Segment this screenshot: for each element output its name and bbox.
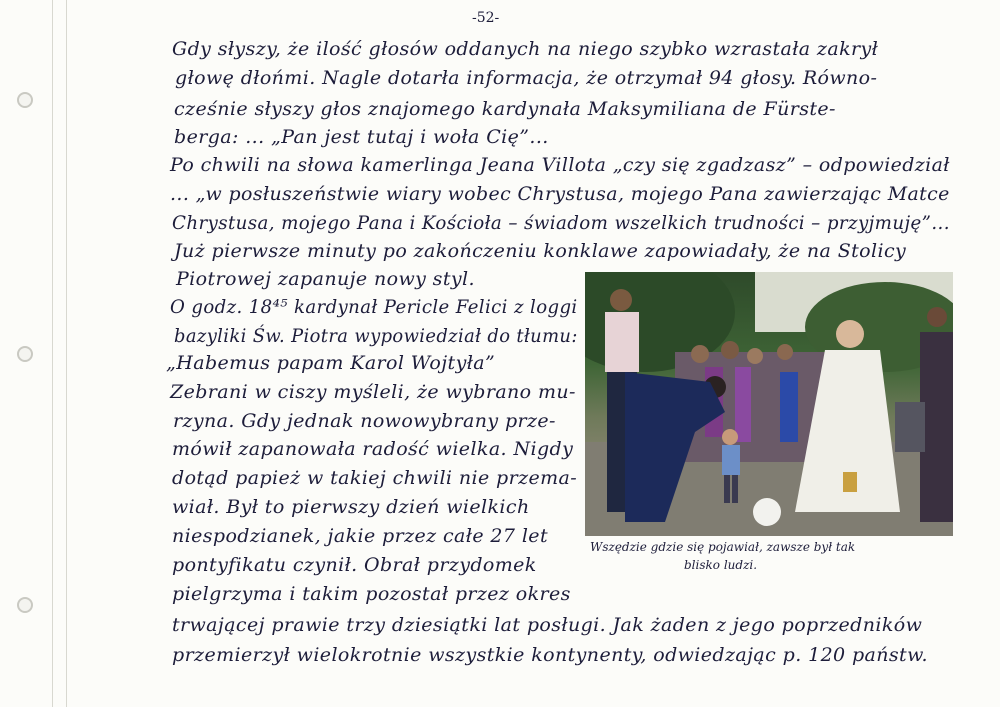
text-line: Zebrani w ciszy myśleli, że wybrano mu- <box>170 381 576 403</box>
page-number: -52- <box>472 10 500 26</box>
binding-margin-line <box>52 0 53 707</box>
pope-with-children-photo <box>585 272 953 536</box>
text-line: wiał. Był to pierwszy dzień wielkich <box>172 496 530 518</box>
text-line: rzyna. Gdy jednak nowowybrany prze- <box>173 410 556 432</box>
text-line: O godz. 18⁴⁵ kardynał Pericle Felici z loggi <box>170 296 578 318</box>
text-line: mówił zapanowała radość wielka. Nigdy <box>172 438 574 460</box>
text-line: berga: ... „Pan jest tutaj i woła Cię”... <box>174 126 549 148</box>
binder-hole-icon <box>17 597 33 613</box>
text-line: Już pierwsze minuty po zakończeniu konklawe zapowiadały, że na Stolicy <box>174 240 907 262</box>
binder-hole-icon <box>17 346 33 362</box>
binder-hole-icon <box>17 92 33 108</box>
text-line: bazyliki Św. Piotra wypowiedział do tłumu: <box>174 325 578 347</box>
text-line: pielgrzyma i takim pozostał przez okres <box>172 583 571 605</box>
photo-caption-line-1: Wszędzie gdzie się pojawiał, zawsze był tak <box>590 540 856 554</box>
text-line: Gdy słyszy, że ilość głosów oddanych na niego szybko wzrastała zakrył <box>172 38 879 60</box>
photo-illustration <box>585 272 953 536</box>
text-line: głowę dłońmi. Nagle dotarła informacja, że otrzymał 94 głosy. Równo- <box>175 67 878 89</box>
text-line: niespodzianek, jakie przez całe 27 let <box>172 525 548 547</box>
text-line: Piotrowej zapanuje nowy styl. <box>176 268 475 290</box>
text-line: Po chwili na słowa kamerlinga Jeana Villota „czy się zgadzasz” – odpowiedział <box>170 154 950 176</box>
binding-margin-line-2 <box>66 0 67 707</box>
photo-caption-line-2: blisko ludzi. <box>684 558 758 572</box>
text-line: pontyfikatu czynił. Obrał przydomek <box>172 554 537 576</box>
text-line: dotąd papież w takiej chwili nie przema- <box>172 467 578 489</box>
text-line: Chrystusa, mojego Pana i Kościoła – świadom wszelkich trudności – przyjmuję”... <box>172 212 950 234</box>
text-line: „Habemus papam Karol Wojtyła” <box>166 352 496 374</box>
text-line: cześnie słyszy głos znajomego kardynała Maksymiliana de Fürste- <box>174 98 836 120</box>
text-line: ... „w posłuszeństwie wiary wobec Chrystusa, mojego Pana zawierzając Matce <box>170 183 950 205</box>
text-line: trwającej prawie trzy dziesiątki lat posługi. Jak żaden z jego poprzedników <box>172 614 923 636</box>
text-line: przemierzył wielokrotnie wszystkie kontynenty, odwiedzając p. 120 państw. <box>172 644 928 666</box>
